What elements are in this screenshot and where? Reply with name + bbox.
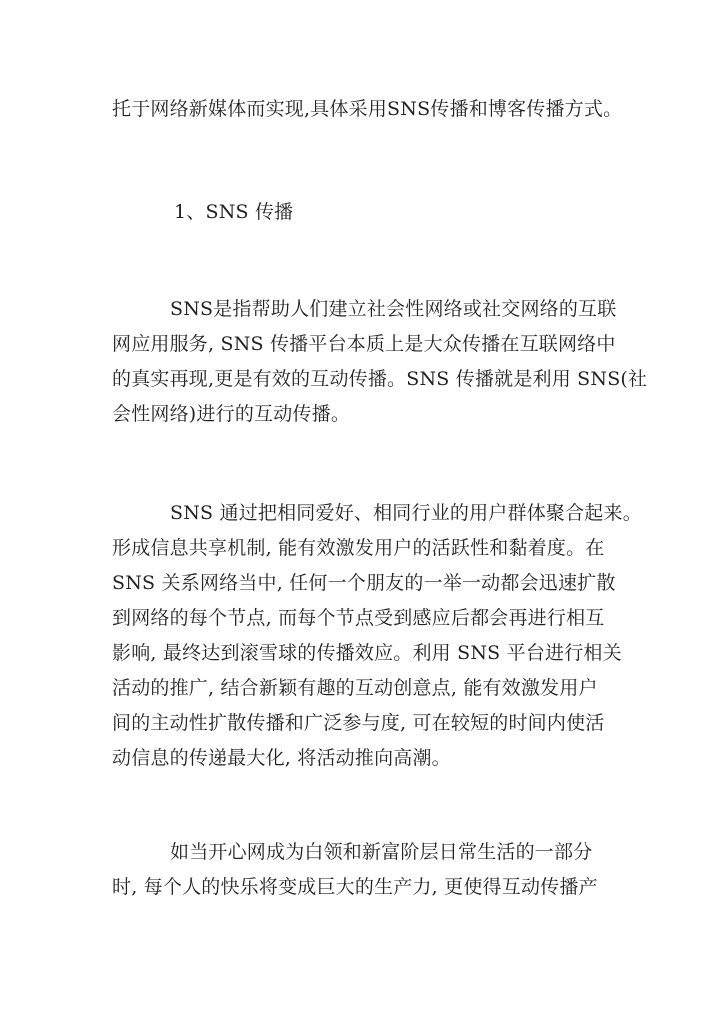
- paragraph-line: 会性网络)进行的互动传播。: [112, 403, 351, 425]
- section-heading: 1、SNS 传播: [174, 201, 294, 223]
- paragraph-line: 动信息的传递最大化, 将活动推向高潮。: [112, 747, 451, 769]
- paragraph-line: 形成信息共享机制, 能有效激发用户的活跃性和黏着度。在: [112, 537, 605, 559]
- paragraph-line: 活动的推广, 结合新颖有趣的互动创意点, 能有效激发用户: [112, 677, 598, 699]
- paragraph-line: 如当开心网成为白领和新富阶层日常生活的一部分: [170, 841, 593, 863]
- paragraph-line: 时, 每个人的快乐将变成巨大的生产力, 更使得互动传播产: [112, 876, 598, 898]
- paragraph-line: 到网络的每个节点, 而每个节点受到感应后都会再进行相互: [112, 607, 605, 629]
- paragraph-line: SNS 关系网络当中, 任何一个朋友的一举一动都会迅速扩散: [112, 572, 616, 594]
- paragraph-line: 网应用服务, SNS 传播平台本质上是大众传播在互联网络中: [112, 333, 616, 355]
- continuation-line: 托于网络新媒体而实现,具体采用SNS传播和博客传播方式。: [112, 98, 623, 120]
- paragraph-line: 的真实再现,更是有效的互动传播。SNS 传播就是利用 SNS(社: [112, 368, 648, 390]
- paragraph-line: SNS是指帮助人们建立社会性网络或社交网络的互联: [170, 298, 617, 320]
- paragraph-line: SNS 通过把相同爱好、相同行业的用户群体聚合起来。: [170, 502, 642, 524]
- paragraph-line: 影响, 最终达到滚雪球的传播效应。利用 SNS 平台进行相关: [112, 642, 622, 664]
- paragraph-line: 间的主动性扩散传播和广泛参与度, 可在较短的时间内使活: [112, 712, 605, 734]
